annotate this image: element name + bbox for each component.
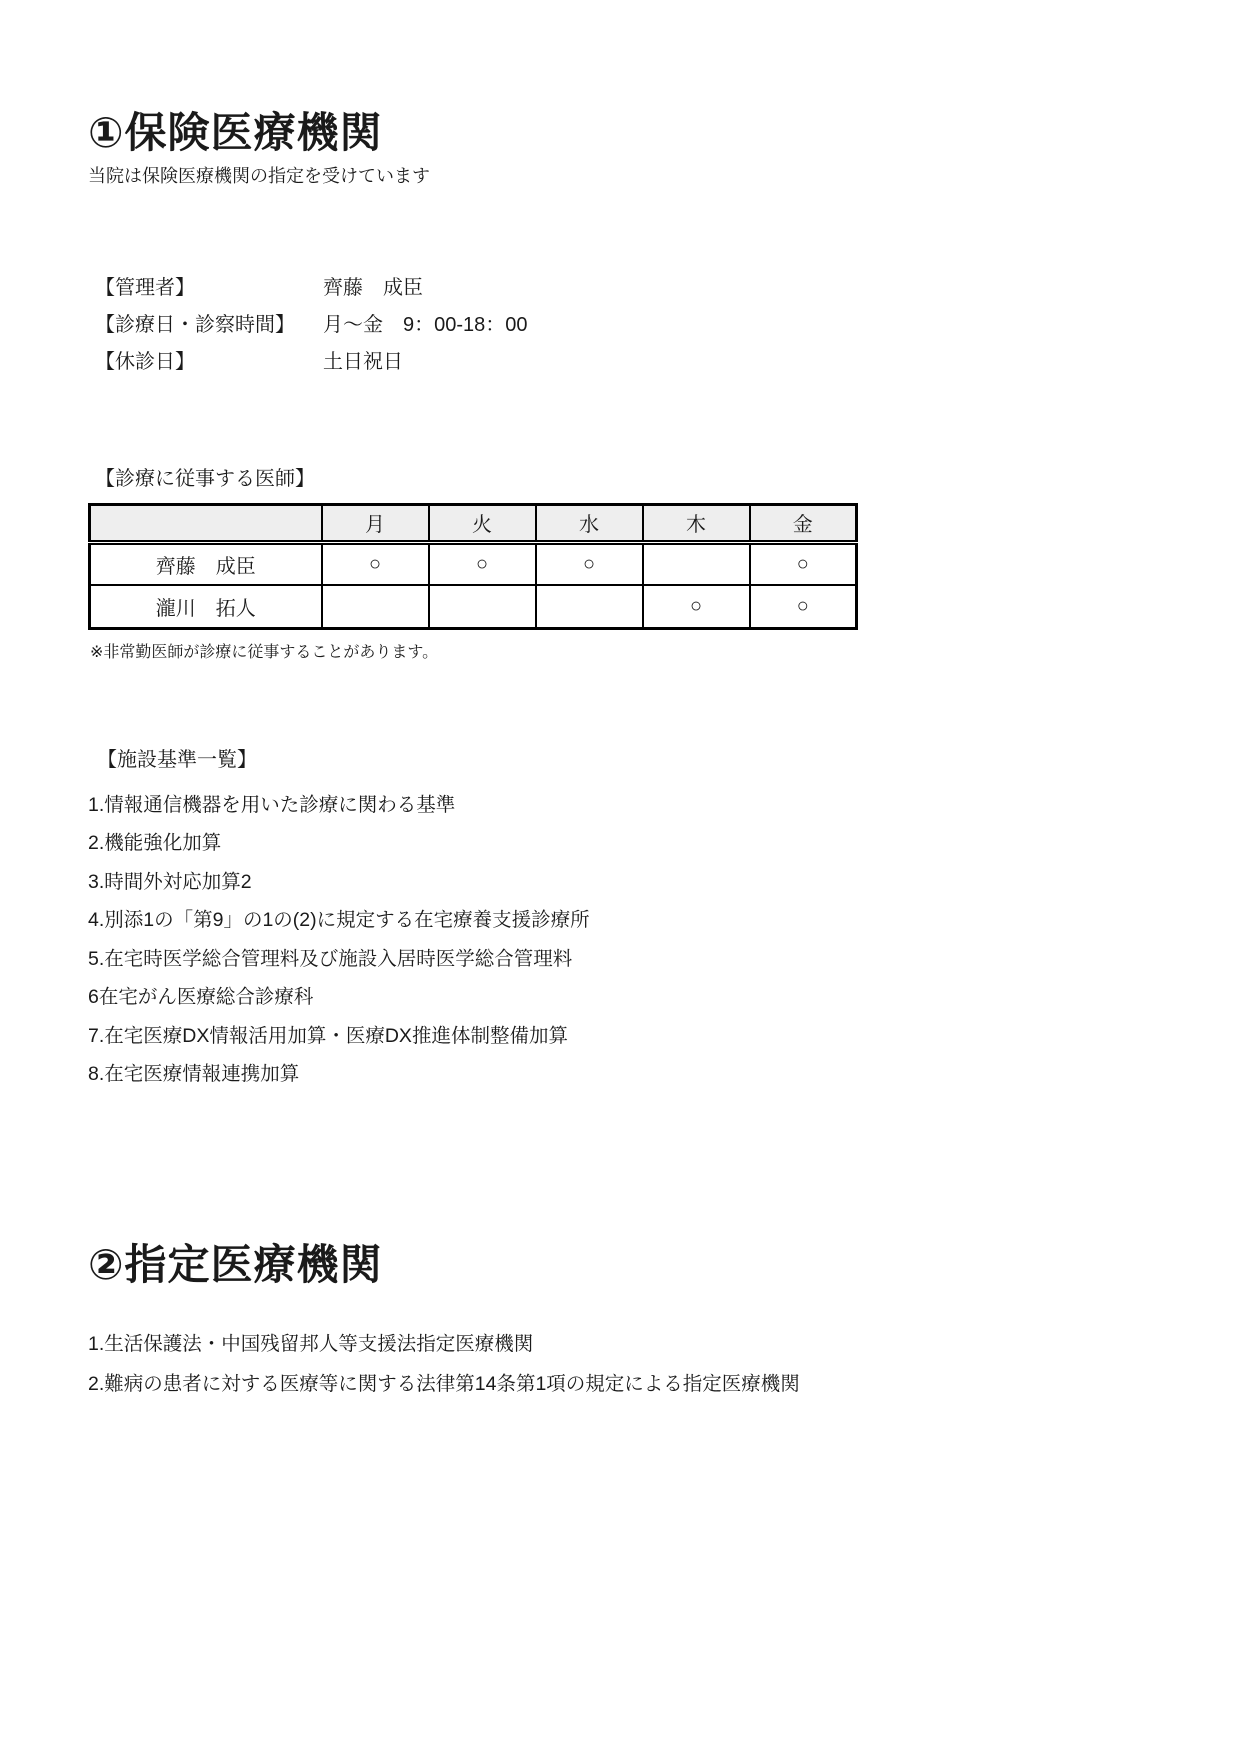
designated-item-1: 1.生活保護法・中国残留邦人等支援法指定医療機関: [88, 1332, 534, 1355]
clinic-info-block: [88, 270, 1152, 381]
closed-days-label: 【休診日】: [95, 350, 195, 373]
table-note: ※非常勤医師が診療に従事することがあります。: [90, 643, 439, 661]
designated-list: [88, 1324, 1152, 1404]
hours-value: 月～金 9：00-18：00: [323, 313, 528, 336]
doctor-1-mon: ○: [322, 542, 429, 585]
standards-item-2: 2.機能強化加算: [88, 832, 222, 855]
doctor-1-fri: ○: [750, 542, 857, 585]
standards-item-4: 4.別添1の「第9」の1の(2)に規定する在宅療養支援診療所: [88, 909, 590, 932]
doctor-1-thu: [643, 542, 750, 585]
header-cell-name: [90, 504, 322, 542]
doctor-2-name: 瀧川 拓人: [90, 585, 322, 628]
table-row-doctor-2: [90, 585, 857, 628]
standards-list: [88, 786, 1152, 1094]
doctor-2-mon: [322, 585, 429, 628]
info-row-manager: [88, 270, 1152, 307]
table-header-row: [90, 504, 857, 542]
manager-label: 【管理者】: [95, 276, 195, 299]
doctor-1-wed: ○: [536, 542, 643, 585]
doctor-2-wed: [536, 585, 643, 628]
standards-item-5: 5.在宅時医学総合管理料及び施設入居時医学総合管理料: [88, 947, 573, 970]
standards-heading: 【施設基準一覧】: [97, 748, 257, 771]
doctors-heading: 【診療に従事する医師】: [95, 467, 315, 490]
standards-item-7: 7.在宅医療DX情報活用加算・医療DX推進体制整備加算: [88, 1024, 568, 1047]
designated-item-2: 2.難病の患者に対する医療等に関する法律第14条第1項の規定による指定医療機関: [88, 1372, 800, 1395]
standards-item-8: 8.在宅医療情報連携加算: [88, 1063, 300, 1086]
schedule-table-header: [90, 504, 857, 542]
header-cell-tue: 火: [429, 504, 536, 542]
closed-days-value: 土日祝日: [323, 350, 403, 373]
doctor-2-fri: ○: [750, 585, 857, 628]
section2-title: ②指定医療機関: [88, 1240, 383, 1288]
doctor-2-thu: ○: [643, 585, 750, 628]
header-cell-thu: 木: [643, 504, 750, 542]
table-row-doctor-1: [90, 542, 857, 585]
header-cell-wed: 水: [536, 504, 643, 542]
info-row-hours: [88, 307, 1152, 344]
standards-item-1: 1.情報通信機器を用いた診療に関わる基準: [88, 793, 456, 816]
header-cell-fri: 金: [750, 504, 857, 542]
section-insurance: [88, 108, 1152, 1094]
doctor-1-tue: ○: [429, 542, 536, 585]
doctor-2-tue: [429, 585, 536, 628]
manager-value: 齊藤 成臣: [323, 276, 423, 299]
section1-title: ①保険医療機関: [88, 109, 383, 156]
doctor-1-name: 齊藤 成臣: [90, 542, 322, 585]
standards-item-3: 3.時間外対応加算2: [88, 870, 252, 893]
doctor-schedule-table: [88, 503, 858, 630]
section-designated: [88, 1240, 1152, 1404]
hours-label: 【診療日・診察時間】: [95, 313, 295, 336]
standards-item-6: 6在宅がん医療総合診療科: [88, 986, 314, 1009]
header-cell-mon: 月: [322, 504, 429, 542]
section1-subtitle: 当院は保険医療機関の指定を受けています: [88, 166, 430, 187]
info-row-closed-days: [88, 344, 1152, 381]
